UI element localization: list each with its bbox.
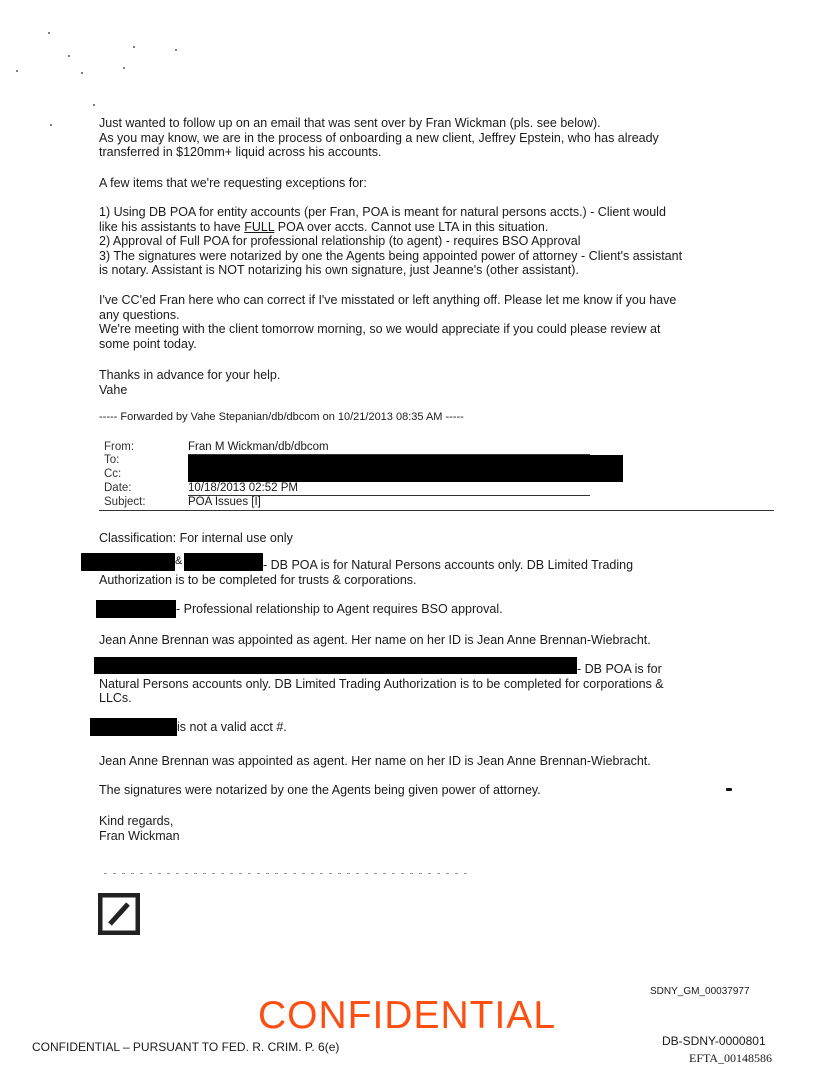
exceptions-list (99, 205, 682, 278)
redaction-1b (184, 553, 263, 571)
from-value: Fran M Wickman/db/dbcom (188, 441, 329, 453)
b5-line: is not a valid acct #. (177, 720, 287, 734)
item-1-line-1: 1) Using DB POA for entity accounts (per Fran, POA is meant for natural persons accts.) - Client would (99, 205, 666, 219)
to-label: To: (104, 454, 120, 466)
scan-speck (50, 124, 52, 126)
scan-speck (16, 70, 18, 72)
scan-speck (175, 49, 177, 51)
intro-paragraph (99, 116, 659, 160)
item-1-text-pre: like his assistants to have (99, 219, 245, 234)
bates-top: SDNY_GM_00037977 (650, 986, 750, 997)
forwarded-line: ----- Forwarded by Vahe Stepanian/db/dbcom on 10/21/2013 08:35 AM ----- (99, 411, 464, 423)
signoff-line: Vahe (99, 382, 128, 397)
thanks-line: Thanks in advance for your help. (99, 368, 281, 382)
b2-line: - Professional relationship to Agent requires BSO approval. (176, 602, 503, 616)
redaction-5 (90, 718, 177, 736)
exceptions-intro: A few items that we're requesting exceptions for: (99, 176, 367, 190)
b7-line: The signatures were notarized by one the Agents being given power of attorney. (99, 783, 541, 797)
date-label: Date: (104, 482, 132, 494)
intro-line-3: transferred in $120mm+ liquid across his accounts. (99, 145, 382, 159)
confidential-legend: CONFIDENTIAL – PURSUANT TO FED. R. CRIM. P. 6(e) (32, 1040, 340, 1054)
intro-line-2: As you may know, we are in the process of onboarding a new client, Jeffrey Epstein, who has already (99, 130, 659, 145)
header-redaction (188, 455, 623, 482)
scan-speck (93, 104, 95, 106)
cc-paragraph (99, 293, 676, 351)
cc-line-3: We're meeting with the client tomorrow morning, so we would appreciate if you could please review at (99, 322, 661, 336)
efta-number: EFTA_00148586 (689, 1051, 773, 1065)
deutsche-bank-logo-icon (98, 893, 140, 935)
cc-line-4: some point today. (99, 336, 197, 351)
scan-speck (48, 32, 50, 34)
thanks-block (99, 368, 280, 397)
regards-block (99, 814, 180, 843)
item-1-text-post: POA over accts. Cannot use LTA in this situation. (274, 219, 549, 234)
item-1-line-2 (99, 220, 682, 235)
date-value: 10/18/2013 02:52 PM (188, 482, 298, 494)
scan-speck (133, 46, 135, 48)
b6-line: Jean Anne Brennan was appointed as agent. Her name on her ID is Jean Anne Brennan-Wiebracht. (99, 754, 651, 768)
redaction-1a (81, 553, 175, 571)
cc-line-2: any questions. (99, 307, 180, 322)
scan-speck (726, 788, 732, 791)
b1-ampersand: & (175, 555, 183, 567)
scan-speck (68, 55, 70, 57)
b4-line-1: - DB POA is for (577, 662, 662, 676)
b1-line-1: - DB POA is for Natural Persons accounts only. DB Limited Trading (263, 558, 634, 572)
bates-db: DB-SDNY-0000801 (662, 1034, 766, 1048)
item-3-line-1: 3) The signatures were notarized by one the Agents being appointed power of attorney - Client's assistant (99, 248, 683, 263)
confidential-stamp: CONFIDENTIAL (257, 994, 557, 1037)
scan-speck (81, 72, 83, 74)
faint-divider (104, 873, 469, 874)
name-line: Fran Wickman (99, 828, 180, 843)
b3-line: Jean Anne Brennan was appointed as agent. Her name on her ID is Jean Anne Brennan-Wiebracht. (99, 633, 651, 647)
header-divider (99, 510, 774, 511)
subject-label: Subject: (104, 496, 146, 508)
cc-label: Cc: (104, 468, 122, 480)
redaction-4 (94, 657, 577, 674)
cc-line-1: I've CC'ed Fran here who can correct if I've misstated or left anything off. Please let me know if you have (99, 293, 677, 307)
from-label: From: (104, 441, 135, 453)
b4-line-3: LLCs. (99, 691, 132, 705)
b4-line-2: Natural Persons accounts only. DB Limited Trading Authorization is to be completed for corporations & (99, 677, 664, 691)
item-1-text-underlined: FULL (244, 219, 275, 234)
intro-line-1: Just wanted to follow up on an email that was sent over by Fran Wickman (pls. see below). (99, 116, 601, 130)
classification: Classification: For internal use only (99, 531, 293, 545)
subject-value: POA Issues [I] (188, 496, 261, 508)
item-3-line-2: is notary. Assistant is NOT notarizing his own signature, just Jeanne's (other assistant). (99, 263, 579, 277)
redaction-2 (96, 600, 176, 618)
b1-line-2: Authorization is to be completed for trusts & corporations. (99, 573, 417, 587)
item-2-line: 2) Approval of Full POA for professional relationship (to agent) - requires BSO Approval (99, 234, 581, 248)
regards-line: Kind regards, (99, 814, 174, 828)
scan-speck (123, 67, 125, 69)
